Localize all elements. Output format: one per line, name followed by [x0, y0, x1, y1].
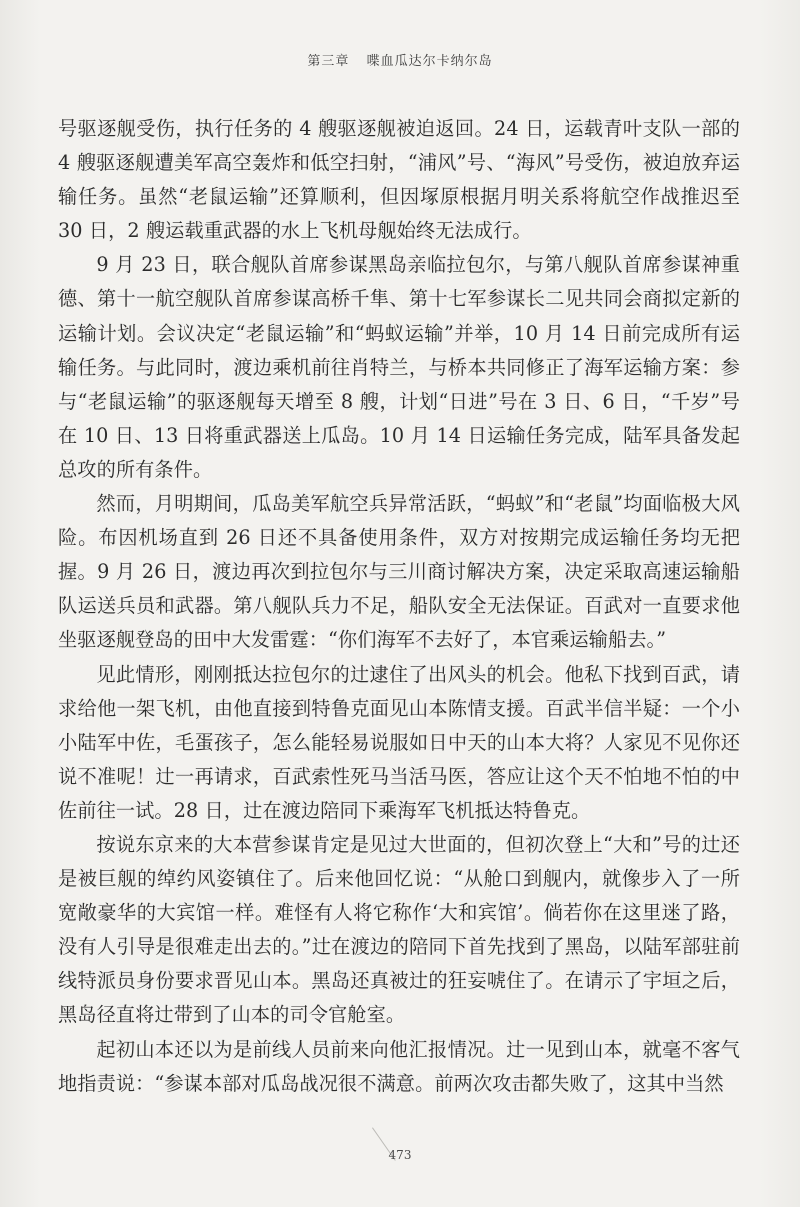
- paragraph-1: 号驱逐舰受伤，执行任务的 4 艘驱逐舰被迫返回。24 日，运载青叶支队一部的 4 艘驱逐舰遭美军高空轰炸和低空扫射，“浦风”号、“海风”号受伤，被迫放弃运输任务。虽然“老鼠运输”还算顺利，但因塚原根据月明关系将航空作战推迟至 30 日，2 艘运载重武器的水上飞机母舰始终无法成行。: [58, 117, 740, 243]
- paragraph-2: 9 月 23 日，联合舰队首席参谋黑岛亲临拉包尔，与第八舰队首席参谋神重德、第十一航空舰队首席参谋高桥千隼、第十七军参谋长二见共同会商拟定新的运输计划。会议决定“老鼠运输”和“蚂蚁运输”并举，10 月 14 日前完成所有运输任务。与此同时，渡边乘机前往肖特兰，与桥本共同修正了海军运输方案：参与“老鼠运输”的驱逐舰每天增至 8 艘，计划“日进”号在 3 日、6 日，“千岁”号在 10 日、13 日将重武器送上瓜岛。10 月 14 日运输任务完成，陆军具备发起总攻的所有条件。: [58, 253, 740, 481]
- chapter-title: 喋血瓜达尔卡纳尔岛: [366, 54, 493, 69]
- paragraph-3: 然而，月明期间，瓜岛美军航空兵异常活跃，“蚂蚁”和“老鼠”均面临极大风险。布因机场直到 26 日还不具备使用条件，双方对按期完成运输任务均无把握。9 月 26 日，渡边再次到拉包尔与三川商讨解决方案，决定采取高速运输船队运送兵员和武器。第八舰队兵力不足，船队安全无法保证。百武对一直要求他坐驱逐舰登岛的田中大发雷霆：“你们海军不去好了，本官乘运输船去。”: [58, 492, 740, 652]
- paragraph-6: 起初山本还以为是前线人员前来向他汇报情况。辻一见到山本，就毫不客气地指责说：“参谋本部对瓜岛战况很不满意。前两次攻击都失败了，这其中当然: [58, 1037, 740, 1095]
- paragraph-4: 见此情形，刚刚抵达拉包尔的辻逮住了出风头的机会。他私下找到百武，请求给他一架飞机，由他直接到特鲁克面见山本陈情支援。百武半信半疑：一个小小陆军中佐，毛蛋孩子，怎么能轻易说服如日中天的山本大将？人家见不见你还说不准呢！辻一再请求，百武索性死马当活马医，答应让这个天不怕地不怕的中佐前往一试。28 日，辻在渡边陪同下乘海军飞机抵达特鲁克。: [58, 662, 740, 822]
- running-header: [0, 50, 800, 69]
- paragraph-5: 按说东京来的大本营参谋肯定是见过大世面的，但初次登上“大和”号的辻还是被巨舰的绰约风姿镇住了。后来他回忆说：“从舱口到舰内，就像步入了一所宽敞豪华的大宾馆一样。难怪有人将它称作‘大和宾馆’。倘若你在这里迷了路，没有人引导是很难走出去的。”辻在渡边的陪同下首先找到了黑岛，以陆军部驻前线特派员身份要求晋见山本。黑岛还真被辻的狂妄唬住了。在请示了宇垣之后，黑岛径直将辻带到了山本的司令官舱室。: [58, 832, 740, 1027]
- chapter-label: 第三章: [307, 54, 350, 69]
- page-number: 473: [388, 1148, 412, 1162]
- body-text: [58, 112, 740, 1101]
